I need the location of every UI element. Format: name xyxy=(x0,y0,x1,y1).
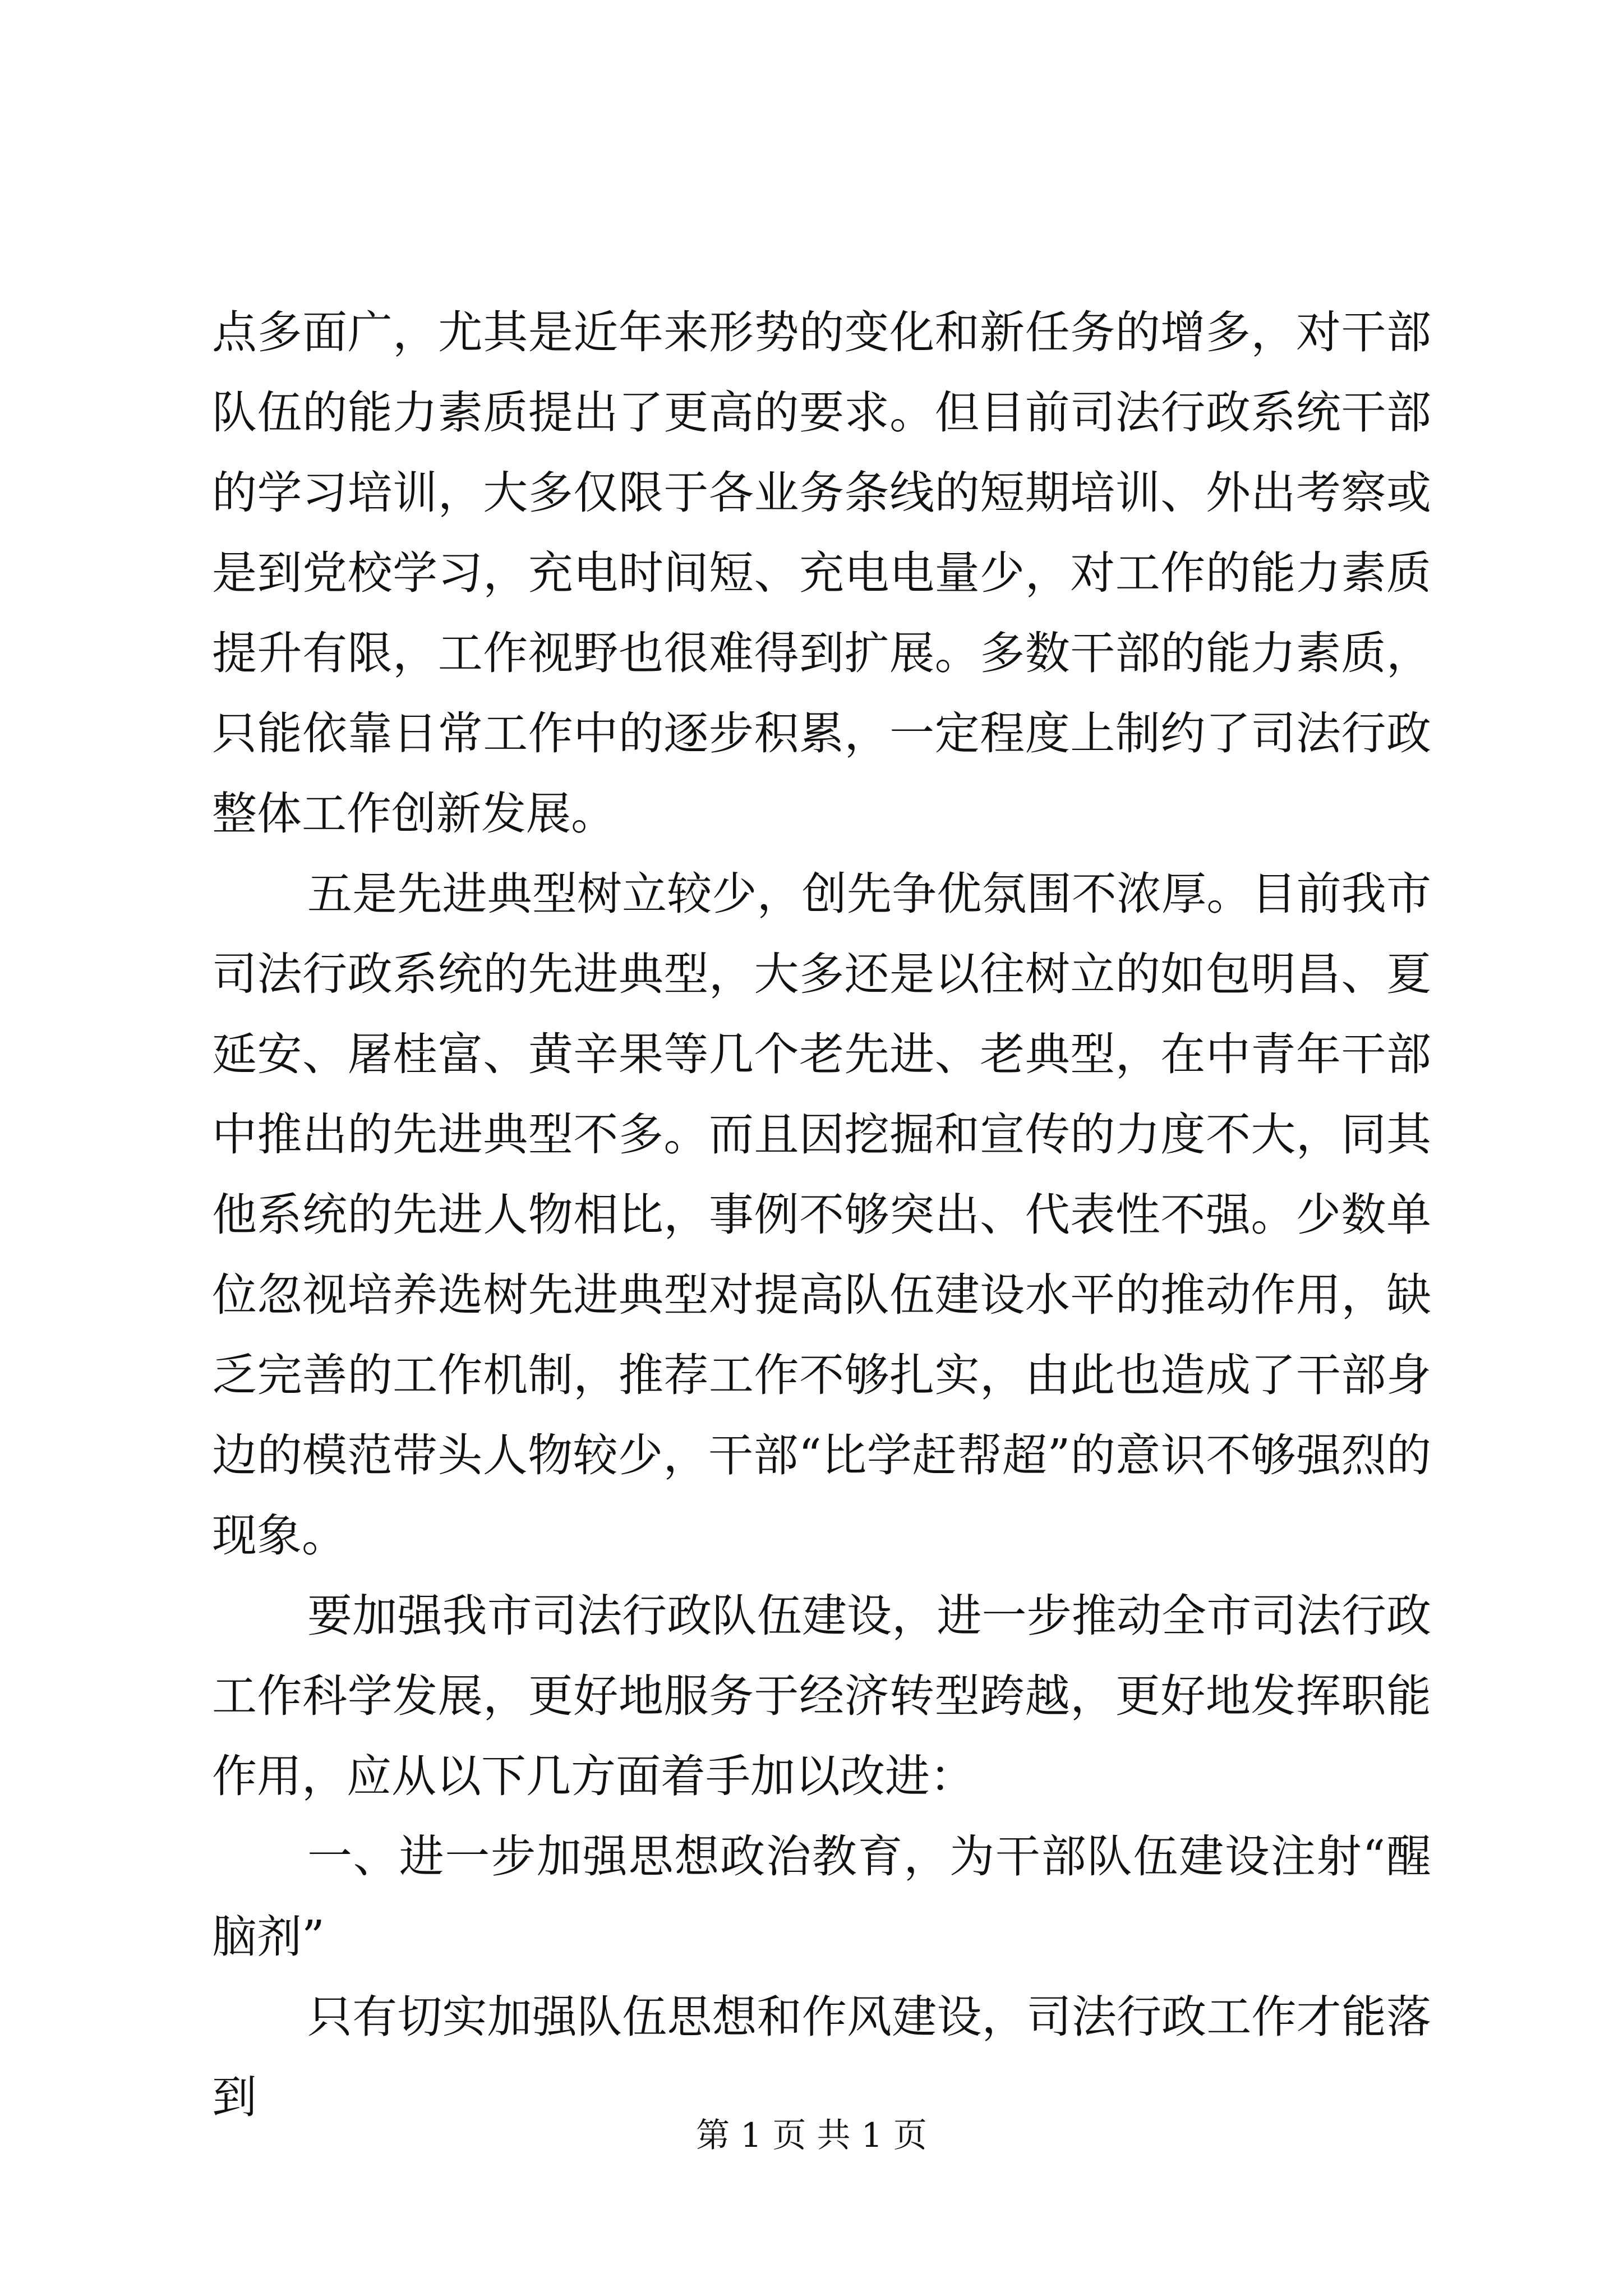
paragraph-4: 一、进一步加强思想政治教育，为干部队伍建设注射“醒脑剂” xyxy=(212,1830,1431,1963)
page-footer: 第 1 页 共 1 页 xyxy=(696,2116,927,2155)
paragraph-5: 只有切实加强队伍思想和作风建设，司法行政工作才能落到 xyxy=(212,1991,1431,2123)
paragraph-1: 点多面广，尤其是近年来形势的变化和新任务的增多，对干部队伍的能力素质提出了更高的要求。但目前司法行政系统干部的学习培训，大多仅限于各业务条线的短期培训、外出考察或是到党校学习，充电时间短、充电电量少，对工作的能力素质提升有限，工作视野也很难得到扩展。多数干部的能力素质，只能依靠日常工作中的逐步积累，一定程度上制约了司法行政整体工作创新发展。 xyxy=(212,306,1431,840)
paragraph-3: 要加强我市司法行政队伍建设，进一步推动全市司法行政工作科学发展，更好地服务于经济转型跨越，更好地发挥职能作用，应从以下几方面着手加以改进： xyxy=(212,1590,1431,1802)
document-body xyxy=(212,292,1431,2137)
paragraph-2: 五是先进典型树立较少，创先争优氛围不浓厚。目前我市司法行政系统的先进典型，大多还是以往树立的如包明昌、夏延安、屠桂富、黄辛果等几个老先进、老典型，在中青年干部中推出的先进典型不多。而且因挖掘和宣传的力度不大，同其他系统的先进人物相比，事例不够突出、代表性不强。少数单位忽视培养选树先进典型对提高队伍建设水平的推动作用，缺乏完善的工作机制，推荐工作不够扎实，由此也造成了干部身边的模范带头人物较少，干部“比学赶帮超”的意识不够强烈的现象。 xyxy=(212,868,1431,1562)
